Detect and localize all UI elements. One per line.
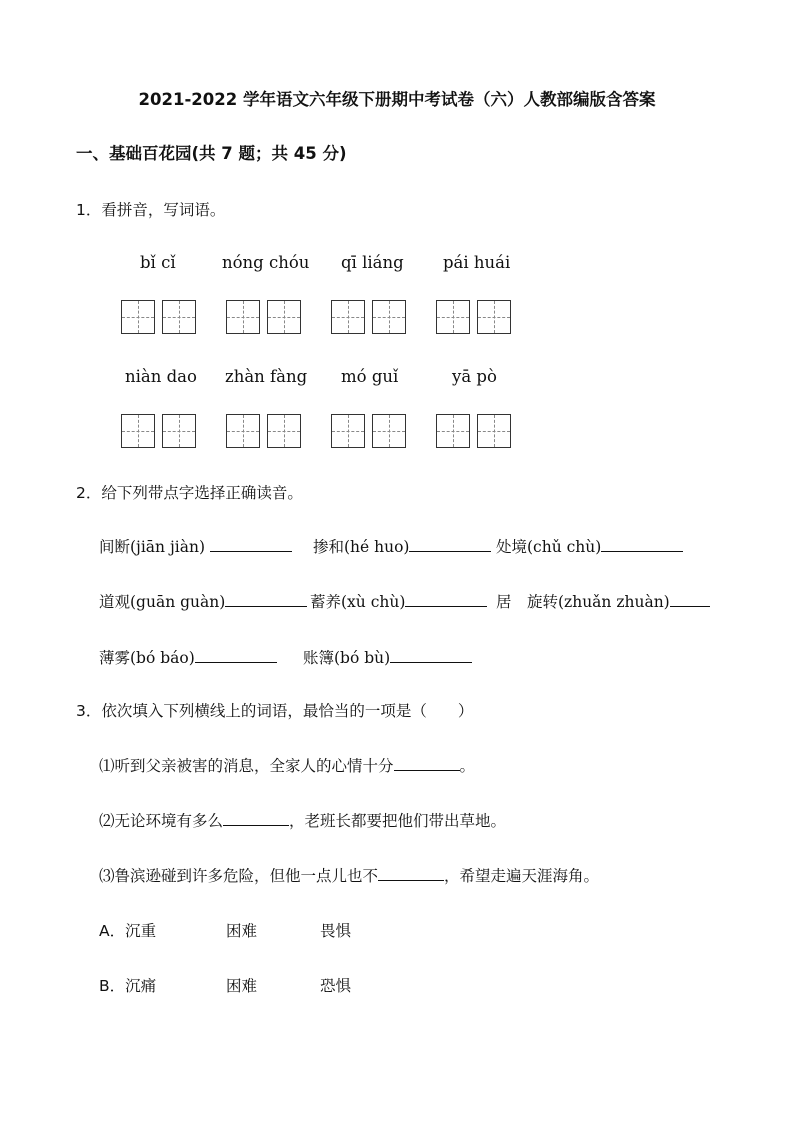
reading-item-text: 居 旋转(zhuǎn zhuàn) [496, 593, 670, 611]
writing-grid-box[interactable] [372, 300, 406, 334]
writing-grid-box[interactable] [372, 414, 406, 448]
answer-blank[interactable] [409, 536, 491, 553]
reading-item [496, 535, 683, 557]
page-title: 2021-2022 学年语文六年级下册期中考试卷（六）人教部编版含答案 [138, 90, 656, 109]
reading-item-text: 掺和(hé huo) [313, 538, 410, 556]
reading-item [496, 590, 710, 612]
writing-grid-box[interactable] [121, 300, 155, 334]
pinyin-label: niàn dao [125, 367, 197, 386]
writing-grid-box[interactable] [226, 414, 260, 448]
pinyin-label: zhàn fàng [225, 367, 308, 386]
reading-item [313, 535, 491, 557]
question-1-stem: 1．看拼音，写词语。 [76, 201, 226, 219]
sentence-1 [99, 754, 475, 776]
writing-grid-box[interactable] [226, 300, 260, 334]
answer-blank[interactable] [195, 647, 277, 664]
reading-item [99, 535, 292, 557]
sentence-text: ⑵无论环境有多么 [99, 812, 224, 830]
option-b[interactable]: B．沉痛 [99, 977, 157, 995]
writing-grid-box[interactable] [162, 414, 196, 448]
pinyin-label: yā pò [452, 367, 497, 386]
writing-grid-box[interactable] [477, 414, 511, 448]
option-a[interactable]: A．沉重 [99, 922, 157, 940]
reading-item-text: 道观(guān guàn) [99, 593, 226, 611]
writing-grid-box[interactable] [436, 300, 470, 334]
sentence-text: 。 [459, 757, 476, 775]
writing-grid-box[interactable] [121, 414, 155, 448]
answer-blank[interactable] [601, 536, 683, 553]
option-a-word: 畏惧 [320, 922, 352, 940]
option-a-word: 困难 [226, 922, 258, 940]
answer-blank[interactable] [223, 810, 289, 827]
answer-blank[interactable] [670, 591, 710, 608]
reading-item-text: 间断(jiān jiàn) [99, 538, 205, 556]
option-b-word: 困难 [226, 977, 258, 995]
sentence-text: ，老班长都要把他们带出草地。 [289, 812, 507, 830]
reading-item-text: 蓄养(xù chù) [310, 593, 406, 611]
answer-blank[interactable] [210, 536, 292, 553]
writing-grid-box[interactable] [477, 300, 511, 334]
writing-grid-box[interactable] [267, 300, 301, 334]
reading-item-text: 处境(chǔ chù) [496, 538, 602, 556]
question-2-stem: 2．给下列带点字选择正确读音。 [76, 484, 303, 502]
pinyin-label: qī liáng [341, 253, 404, 272]
reading-item-text: 账簿(bó bù) [303, 649, 391, 667]
writing-grid-box[interactable] [162, 300, 196, 334]
sentence-text: ⑴听到父亲被害的消息，全家人的心情十分 [99, 757, 394, 775]
sentence-text: ，希望走遍天涯海角。 [444, 867, 600, 885]
question-3-stem: 3．依次填入下列横线上的词语，最恰当的一项是（ ） [76, 702, 474, 720]
option-b-word: 恐惧 [320, 977, 352, 995]
reading-item [310, 590, 487, 612]
pinyin-label: bǐ cǐ [140, 253, 176, 272]
answer-blank[interactable] [405, 591, 487, 608]
pinyin-label: mó guǐ [341, 367, 399, 386]
writing-grid-box[interactable] [331, 414, 365, 448]
reading-item [99, 590, 307, 612]
reading-item [99, 646, 277, 668]
pinyin-label: nóng chóu [222, 253, 310, 272]
writing-grid-box[interactable] [267, 414, 301, 448]
answer-blank[interactable] [225, 591, 307, 608]
pinyin-label: pái huái [443, 253, 511, 272]
answer-blank[interactable] [394, 755, 460, 772]
writing-grid-box[interactable] [331, 300, 365, 334]
reading-item-text: 薄雾(bó báo) [99, 649, 195, 667]
answer-blank[interactable] [390, 647, 472, 664]
writing-grid-box[interactable] [436, 414, 470, 448]
section-heading: 一、基础百花园(共 7 题；共 45 分) [76, 144, 347, 163]
answer-blank[interactable] [378, 865, 444, 882]
sentence-2 [99, 809, 506, 831]
sentence-3 [99, 864, 599, 886]
reading-item [303, 646, 472, 668]
sentence-text: ⑶鲁滨逊碰到许多危险，但他一点儿也不 [99, 867, 379, 885]
